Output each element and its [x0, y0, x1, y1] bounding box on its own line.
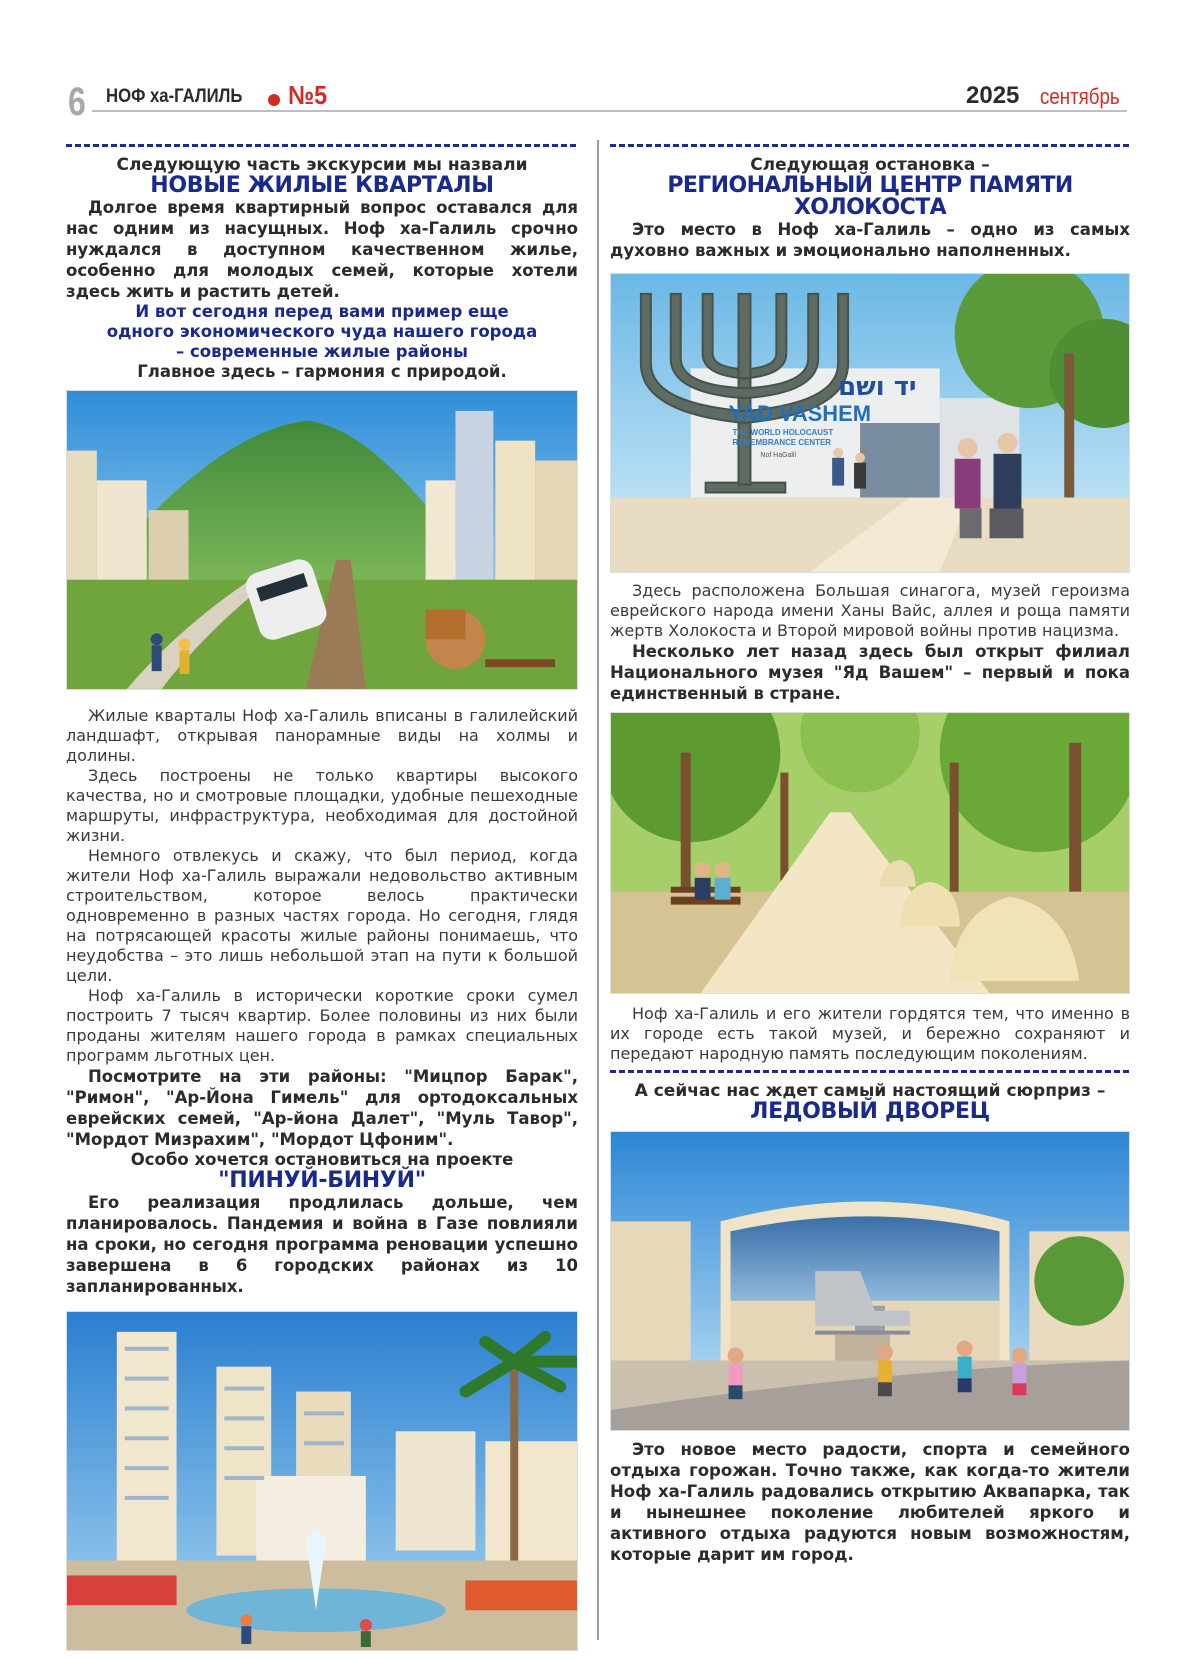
sign-line3: Nof HaGalil [760, 451, 797, 459]
section-intro: Следующую часть экскурсии мы назвали [116, 155, 528, 175]
section-headline: ЛЕДОВЫЙ ДВОРЕЦ [750, 1099, 990, 1124]
project-paragraph: Его реализация продлилась дольше, чем планировалось. Пандемия и война в Газе повлияли на сроки, но сегодня программа реновации успешно завершена в 6 городских районах из 10 запланированных. [66, 1193, 578, 1296]
article-right-column [610, 140, 1130, 1565]
body-paragraph: Жилые кварталы Ноф ха-Галиль вписаны в галилейский ландшафт, открывая панорамные виды на холмы и долины. [66, 706, 578, 765]
memorial-alley-image [610, 712, 1130, 994]
sign-line1: THE WORLD HOLOCAUST [732, 427, 834, 437]
sign-hebrew: יד ושם [838, 372, 917, 403]
section-headline: РЕГИОНАЛЬНЫЙ ЦЕНТР ПАМЯТИ ХОЛОКОСТА [667, 173, 1073, 220]
article-left-column [66, 140, 578, 1651]
section-dashed-rule [610, 144, 1130, 147]
section-dashed-rule [66, 144, 578, 147]
bullet-dot-icon [268, 94, 280, 106]
highlight-paragraph: И вот сегодня перед вами пример еще одного экономического чуда нашего города – современные жилые районы [106, 302, 538, 361]
section-intro: А сейчас нас ждет самый настоящий сюрприз – [634, 1081, 1106, 1101]
ice-palace-paragraph: Это новое место радости, спорта и семейного отдыха горожан. Точно также, как когда-то жители Ноф ха-Галиль радовались открытию Аквапарка, так и нынешнее поколение любителей яркого и активного отдыха радуются новым возможностям, которые дарит им город. [610, 1440, 1130, 1564]
sign-line2: REMEMBRANCE CENTER [732, 437, 832, 447]
column-divider [597, 140, 599, 1640]
lead-paragraph: Долгое время квартирный вопрос оставался для нас одним из насущных. Ноф ха-Галиль срочно нуждался в доступном качественном жилье, особенно для молодых семей, которые хотели здесь жить и растить детей. [66, 198, 578, 301]
body-paragraph: Ноф ха-Галиль и его жители гордятся тем, что именно в их городе есть такой музей, и бережно сохраняют и передают народную память последующим поколениям. [610, 1004, 1130, 1063]
body-paragraph: Немного отвлекусь и скажу, что был период, когда жители Ноф ха-Галиль выражали недовольство активным строительством, которое велось практически одновременно в разных частях города. Но сегодня, глядя на потрясающей красоты жилые районы понимаешь, что неудобства – это лишь небольшой этап на пути к большой цели. [66, 846, 578, 985]
body-paragraph: Здесь построены не только квартиры высокого качества, но и смотровые площадки, удобные пешеходные маршруты, инфраструктура, необходимая для достойной жизни. [66, 766, 578, 845]
body-paragraph: Здесь расположена Большая синагога, музей героизма еврейского народа имени Ханы Вайс, аллея и роща памяти жертв Холокоста и Второй мировой войны против нацизма. [610, 581, 1130, 640]
subline: Главное здесь – гармония с природой. [137, 362, 507, 381]
project-headline: "ПИНУЙ-БИНУЙ" [218, 1168, 426, 1193]
lead-paragraph: Это место в Ноф ха-Галиль – одно из самых духовно важных и эмоционально наполненных. [610, 220, 1130, 260]
issue-month: сентябрь [1040, 84, 1120, 109]
section-dashed-rule [610, 1070, 1130, 1073]
districts-paragraph: Посмотрите на эти районы: "Мицпор Барак", "Римон", "Ар-Йона Гимель" для ортодоксальных еврейских семей, "Ар-йона Далет", "Муль Тавор", "Мордот Мизрахим", "Мордот Цфоним". [66, 1067, 578, 1149]
body-text [66, 706, 578, 1066]
yad-vashem-image [610, 273, 1130, 573]
renewed-district-image [66, 1311, 578, 1651]
section-intro: Следующая остановка – [750, 155, 990, 175]
residential-quarter-image [66, 390, 578, 690]
page-number: 6 [68, 80, 86, 124]
page-header [0, 0, 1190, 124]
publication-name: НОФ ха-ГАЛИЛЬ [106, 86, 243, 107]
issue-number: №5 [288, 80, 328, 110]
yad-vashem-paragraph: Несколько лет назад здесь был открыт филиал Национального музея "Яд Вашем" – первый и пока единственный в стране. [610, 642, 1130, 703]
ice-palace-image [610, 1131, 1130, 1431]
project-intro: Особо хочется остановиться на проекте [130, 1150, 514, 1169]
body-paragraph: Ноф ха-Галиль в исторически короткие сроки сумел построить 7 тысяч квартир. Более половины из них были проданы жителям нашего города в рамках специальных программ льготных цен. [66, 986, 578, 1065]
section-headline: НОВЫЕ ЖИЛЫЕ КВАРТАЛЫ [150, 173, 494, 198]
sign-name: YAD VASHEM [728, 401, 871, 427]
header-rule [92, 110, 1127, 112]
issue-year: 2025 [966, 82, 1020, 109]
